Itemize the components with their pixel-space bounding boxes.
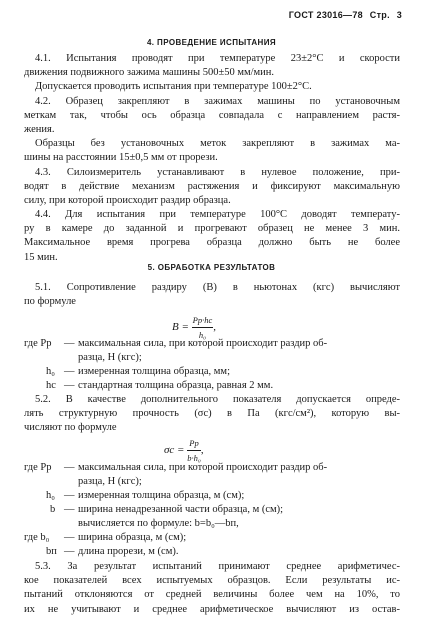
def-text: разца, Н (кгс); — [78, 352, 142, 363]
text-line: Допускается проводить испытания при температуре 100±2°С. — [35, 81, 312, 93]
def-term: b — [50, 504, 56, 515]
def-text: разца, Н (кгс); — [78, 476, 142, 487]
text-line: пытаний отклоняются от средней величины более чем на 10%, то — [24, 589, 400, 601]
text-line: по формуле — [24, 296, 76, 308]
def-dash: — — [64, 546, 75, 557]
formula-end: , — [213, 321, 216, 334]
text-line: ру в камере до заданной и прогревают образец не менее 3 мин. — [24, 223, 400, 235]
running-header — [285, 10, 402, 20]
page-label: Стр. — [369, 10, 390, 20]
text-line: числяют по формуле — [24, 422, 117, 434]
text-line: 4.1. Испытания проводят при температуре 23±2°С и скорости — [35, 53, 400, 64]
text-line: водят в действие механизм растяжения и фиксируют максимальную — [24, 180, 400, 192]
def-dash: — — [64, 366, 75, 377]
def-text: максимальная сила, при которой происходит раздир об- — [78, 338, 328, 349]
formula-end: , — [200, 444, 204, 457]
def-text: длина прорези, м (см). — [78, 546, 179, 557]
def-dash: — — [64, 504, 75, 515]
text-line: 5.1. Сопротивление раздиру (B) в ньютонах (кгс) вычисляют — [35, 282, 400, 293]
page-number: 3 — [396, 10, 402, 20]
text-line: движения подвижного зажима машины 500±50 мм/мин. — [24, 67, 275, 79]
def-dash: — — [64, 380, 75, 391]
def-text: измеренная толщина образца, мм; — [78, 366, 230, 377]
formula-numerator: Pр — [187, 437, 201, 451]
def-term: h₀ — [46, 366, 55, 377]
def-dash: — — [64, 338, 75, 349]
formula-lhs: σс = — [164, 444, 185, 457]
section-5-2-text — [24, 393, 400, 436]
def-term: где Pр — [24, 462, 52, 473]
def-term: h₀ — [46, 490, 55, 501]
text-line: 4.4. Для испытания при температуре 100°С доводят температу- — [35, 209, 400, 221]
text-line: жения. — [24, 123, 55, 135]
def-term: bп — [46, 546, 57, 557]
text-line: силу, при которой происходит раздир образца. — [24, 194, 231, 206]
formula-lhs: B = — [172, 321, 189, 334]
formula-denominator: h₀ — [198, 330, 207, 340]
text-line: 5.3. За результат испытаний принимают среднее арифметичес- — [35, 561, 400, 572]
def-dash: — — [64, 462, 75, 473]
def-text: вычисляется по формуле: b=b₀—bп, — [78, 518, 239, 529]
def-text: максимальная сила, при которой происходит раздир об- — [78, 462, 328, 473]
formula-denominator: b·h₀ — [187, 453, 201, 463]
text-line: меткам так, чтобы ось образца совпадала с направлением растя- — [24, 109, 400, 121]
text-line: Максимальное время прогрева образца должно быть не более — [24, 237, 400, 249]
section-4-text — [24, 52, 400, 265]
standard-number: ГОСТ 23016—78 — [288, 10, 363, 20]
formula-structural-strength — [164, 437, 204, 464]
def-term: hс — [46, 380, 56, 391]
text-line: шины на расстоянии 15±0,5 мм от прорези. — [24, 152, 218, 164]
text-line: 4.3. Силоизмеритель устанавливают в нулевое положение, при- — [35, 166, 400, 178]
text-line: их не учитывают и среднее арифметическое вычисляют из остав- — [24, 603, 400, 615]
def-text: стандартная толщина образца, равная 2 мм. — [78, 380, 274, 391]
text-line: 15 мин. — [24, 251, 58, 263]
text-line: 5.2. В качестве дополнительного показателя допускается опреде- — [35, 394, 400, 405]
text-line: лять структурную прочность (σс) в Па (кгс/см²), которую вы- — [24, 408, 400, 420]
def-text: ширина ненадрезанной части образца, м (см); — [78, 504, 284, 515]
section-5-1-text — [24, 281, 400, 309]
formula-numerator: Pр·hс — [192, 314, 214, 328]
text-line: Образцы без установочных меток закрепляют в зажимах ма- — [35, 138, 400, 150]
section-5-3-text — [24, 560, 400, 617]
def-term: где b₀ — [24, 532, 50, 543]
text-line: кое показателей всех испытуемых образцов. Если результаты ис- — [24, 575, 400, 587]
def-dash: — — [64, 490, 75, 501]
section-4-title: 4. ПРОВЕДЕНИЕ ИСПЫТАНИЯ — [146, 38, 277, 47]
def-term: где Pр — [24, 338, 52, 349]
section-5-title: 5. ОБРАБОТКА РЕЗУЛЬТАТОВ — [147, 263, 276, 272]
def-dash: — — [64, 532, 75, 543]
def-text: ширина образца, м (см); — [78, 532, 187, 543]
def-text: измеренная толщина образца, м (см); — [78, 490, 245, 501]
formula-fraction — [187, 437, 201, 464]
text-line: 4.2. Образец закрепляют в зажимах машины по установочным — [35, 95, 400, 107]
